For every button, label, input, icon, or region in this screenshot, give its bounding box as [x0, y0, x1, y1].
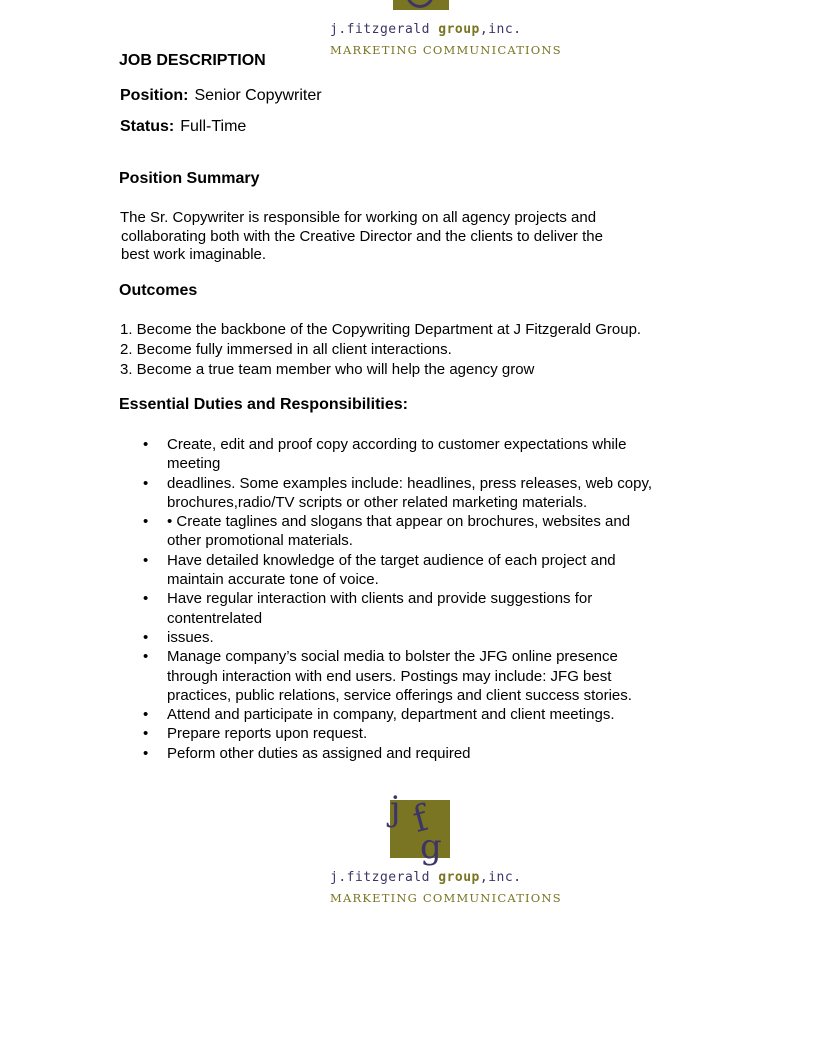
status-label: Status: [120, 118, 175, 135]
monogram-icon [384, 786, 464, 866]
company-logo-top [324, 0, 562, 62]
position-row [120, 87, 322, 105]
summary-paragraph [120, 209, 660, 265]
list-item: • deadlines. Some examples include: headlines, press releases, web copy, brochures,radio/TV scripts or other related marketing materials. [143, 474, 703, 513]
company-logo-bottom [324, 780, 562, 910]
monogram-g: g [420, 827, 442, 866]
outcomes-heading: Outcomes [119, 282, 198, 299]
duties-list [143, 435, 703, 763]
position-value: Senior Copywriter [194, 87, 322, 104]
summary-line: The Sr. Copywriter is responsible for working on all agency projects and [120, 209, 597, 226]
brand-tagline: MARKETING COMMUNICATIONS [330, 43, 562, 57]
position-label: Position: [120, 87, 189, 104]
brand-tagline: MARKETING COMMUNICATIONS [330, 891, 562, 905]
outcome-item: 3. Become a true team member who will help the agency grow [120, 361, 535, 378]
brand-name: j.fitzgerald group,inc. [330, 870, 522, 885]
summary-heading: Position Summary [119, 170, 260, 187]
outcomes-list [120, 320, 641, 380]
summary-line: best work imaginable. [121, 246, 267, 263]
list-item: • Manage company’s social media to bolster the JFG online presence through interaction with end users. Postings may include: JFG best practices, public relations, service offerings and client success stories. [143, 647, 703, 705]
list-item: • Have detailed knowledge of the target audience of each project and maintain accurate tone of voice. [143, 551, 703, 590]
summary-line: collaborating both with the Creative Director and the clients to deliver the [121, 227, 603, 245]
monogram-f: f [408, 797, 433, 841]
status-value: Full-Time [180, 118, 247, 135]
brand-name: j.fitzgerald group,inc. [330, 22, 522, 37]
list-item: • Prepare reports upon request. [143, 724, 703, 743]
list-item: • issues. [143, 628, 703, 647]
list-item: • • Create taglines and slogans that appear on brochures, websites and other promotional materials. [143, 512, 703, 551]
list-item: • Peform other duties as assigned and required [143, 744, 703, 763]
outcome-item: 2. Become fully immersed in all client interactions. [120, 341, 452, 358]
list-item: • Attend and participate in company, department and client meetings. [143, 705, 703, 724]
outcome-item: 1. Become the backbone of the Copywriting Department at J Fitzgerald Group. [120, 321, 642, 338]
list-item: • Create, edit and proof copy according to customer expectations while meeting [143, 435, 703, 474]
monogram-j: j [390, 789, 401, 829]
status-row [120, 118, 246, 136]
list-item: • Have regular interaction with clients and provide suggestions for contentrelated [143, 589, 703, 628]
page-title: JOB DESCRIPTION [119, 52, 266, 69]
duties-heading: Essential Duties and Responsibilities: [119, 396, 408, 413]
